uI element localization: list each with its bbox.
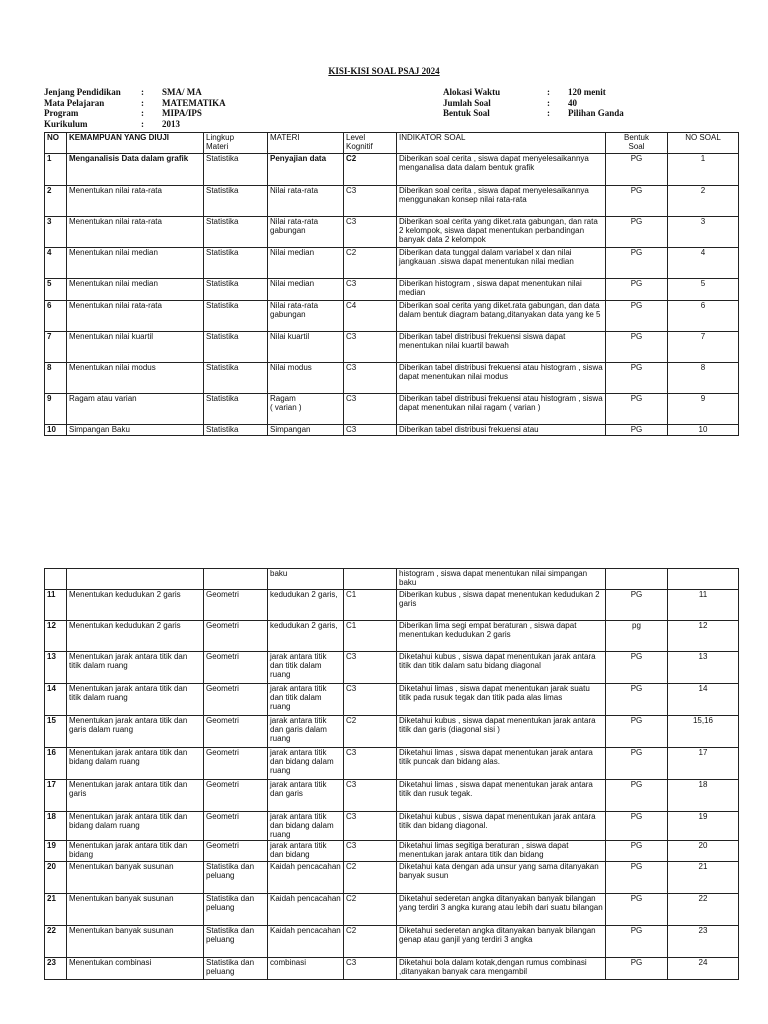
meta-label: Mata Pelajaran [44,97,105,108]
row-materi: jarak antara titik dan garis [268,780,344,812]
row-level: C3 [344,840,397,861]
row-indikator: Diketahui sederetan angka ditanyakan banyak bilangan genap atau ganjil yang terdiri 3 angka [397,925,606,957]
row-indikator: Diketahui sederetan angka ditanyakan banyak bilangan yang terdiri 3 angka kurang atau lebih dari suatu bilangan [397,893,606,925]
meta-row [443,108,624,119]
row-level: C1 [344,621,397,652]
row-no: 8 [45,363,67,394]
row-kemampuan: Menentukan nilai median [67,248,204,279]
table-row [45,748,739,780]
row-indikator: Diberikan tabel distribusi frekuensi atau histogram , siswa dapat menentukan nilai ragam ( varian ) [397,394,606,425]
row-indikator: Diketahui limas segitiga beraturan , siswa dapat menentukan jarak antara titik dan bidang [397,840,606,861]
row-indikator: Diberikan tabel distribusi frekuensi atau histogram , siswa dapat menentukan nilai modus [397,363,606,394]
row-no: 6 [45,301,67,332]
row-indikator: Diketahui limas , siswa dapat menentukan jarak suatu titik pada rusuk tegak dan titik pada alas limas [397,684,606,716]
row-lingkup: Statistika [204,332,268,363]
row-nosoal: 17 [668,748,739,780]
meta-row [443,98,624,109]
row-bentuk: PG [606,684,668,716]
row-kemampuan: Menentukan nilai kuartil [67,332,204,363]
row-lingkup: Geometri [204,780,268,812]
row-kemampuan: Menentukan nilai rata-rata [67,217,204,248]
row-no: 11 [45,590,67,621]
row-lingkup: Statistika [204,248,268,279]
row-nosoal: 7 [668,332,739,363]
row-no: 13 [45,652,67,684]
table-row [45,363,739,394]
row-nosoal: 13 [668,652,739,684]
table-row [45,652,739,684]
row-indikator: histogram , siswa dapat menentukan nilai simpangan baku [397,569,606,590]
row-materi: Nilai kuartil [268,332,344,363]
row-lingkup: Statistika [204,279,268,301]
row-lingkup: Geometri [204,716,268,748]
row-level: C3 [344,957,397,979]
meta-row [44,87,226,98]
row-kemampuan: Menentukan kedudukan 2 garis [67,621,204,652]
row-materi: Nilai median [268,248,344,279]
kisi-kisi-table-page-2 [44,568,739,980]
row-no: 15 [45,716,67,748]
row-bentuk: PG [606,332,668,363]
row-indikator: Diberikan tabel distribusi frekuensi siswa dapat menentukan nilai kuartil bawah [397,332,606,363]
row-materi: Nilai median [268,279,344,301]
row-indikator: Diketahui kubus , siswa dapat menentukan jarak antara titik dan garis (diagonal sisi ) [397,716,606,748]
meta-label: Kurikulum [44,118,88,129]
row-no: 1 [45,154,67,186]
table-row [45,780,739,812]
meta-value: 2013 [162,118,180,129]
row-level: C2 [344,154,397,186]
meta-label: Alokasi Waktu [443,87,501,97]
row-level: C3 [344,363,397,394]
table-row [45,332,739,363]
row-no: 10 [45,425,67,436]
row-indikator: Diketahui kubus , siswa dapat menentukan jarak antara titik dan bidang diagonal. [397,812,606,841]
row-nosoal: 19 [668,812,739,841]
row-kemampuan: Menentukan jarak antara titik dan bidang [67,840,204,861]
row-lingkup: Statistika [204,363,268,394]
row-kemampuan: Menentukan nilai rata-rata [67,186,204,217]
row-lingkup: Statistika dan peluang [204,925,268,957]
row-indikator: Diketahui limas , siswa dapat menentukan jarak antara titik puncak dan bidang alas. [397,748,606,780]
table-row [45,925,739,957]
row-indikator: Diketahui kubus , siswa dapat menentukan jarak antara titik dan titik dalam satu bidang diagonal [397,652,606,684]
row-kemampuan: Menentukan combinasi [67,957,204,979]
row-no: 3 [45,217,67,248]
row-lingkup: Geometri [204,621,268,652]
row-bentuk: pg [606,621,668,652]
row-materi: Simpangan [268,425,344,436]
row-no: 9 [45,394,67,425]
row-kemampuan: Menentukan nilai median [67,279,204,301]
table-row [45,893,739,925]
meta-separator: : [547,97,550,108]
row-indikator: Diketahui bola dalam kotak,dengan rumus combinasi ,ditanyakan banyak cara mengambil [397,957,606,979]
row-materi: Ragam ( varian ) [268,394,344,425]
meta-separator: : [141,108,144,119]
row-no: 22 [45,925,67,957]
row-materi: Penyajian data [268,154,344,186]
row-level: C1 [344,590,397,621]
row-materi: combinasi [268,957,344,979]
row-lingkup: Statistika [204,186,268,217]
meta-row [44,119,226,130]
row-level: C2 [344,925,397,957]
row-kemampuan: Simpangan Baku [67,425,204,436]
meta-value: MIPA/IPS [162,108,202,119]
row-level: C4 [344,301,397,332]
row-kemampuan: Menentukan jarak antara titik dan bidang dalam ruang [67,812,204,841]
row-no: 20 [45,861,67,893]
row-lingkup: Statistika [204,301,268,332]
table-row [45,569,739,590]
table-row [45,840,739,861]
row-materi: baku [268,569,344,590]
meta-label: Program [44,108,79,119]
table-row [45,861,739,893]
row-no: 14 [45,684,67,716]
header-level: Level Kognitif [344,133,397,154]
row-materi: kedudukan 2 garis, [268,590,344,621]
row-no: 17 [45,780,67,812]
row-bentuk: PG [606,186,668,217]
meta-left [44,87,226,129]
header-lingkup: Lingkup Materi [204,133,268,154]
row-no: 16 [45,748,67,780]
row-level: C3 [344,332,397,363]
row-indikator: Diberikan data tunggal dalam variabel x dan nilai jangkauan .siswa dapat menentukan nilai median [397,248,606,279]
row-lingkup: Statistika [204,154,268,186]
row-bentuk: PG [606,425,668,436]
row-no: 5 [45,279,67,301]
row-indikator: Diberikan tabel distribusi frekuensi atau [397,425,606,436]
row-nosoal: 12 [668,621,739,652]
row-no: 2 [45,186,67,217]
row-nosoal: 2 [668,186,739,217]
meta-label: Bentuk Soal [443,108,490,119]
row-bentuk: PG [606,394,668,425]
meta-value: SMA/ MA [162,87,202,97]
table-row [45,394,739,425]
table-row [45,716,739,748]
row-lingkup: Geometri [204,590,268,621]
row-no: 21 [45,893,67,925]
header-materi: MATERI [268,133,344,154]
row-level: C3 [344,652,397,684]
meta-value: 40 [568,97,577,108]
row-nosoal: 23 [668,925,739,957]
row-indikator: Diberikan soal cerita yang diket.rata gabungan, dan rata 2 kelompok, siswa dapat menentukan perbandingan banyak data 2 kelompok [397,217,606,248]
row-level: C3 [344,780,397,812]
row-kemampuan: Menganalisis Data dalam grafik [67,154,204,186]
row-bentuk: PG [606,652,668,684]
table-row [45,217,739,248]
row-nosoal: 20 [668,840,739,861]
row-nosoal: 11 [668,590,739,621]
row-materi: Nilai rata-rata [268,186,344,217]
row-no: 4 [45,248,67,279]
kisi-kisi-table-page-1 [44,132,739,436]
row-indikator: Diberikan kubus , siswa dapat menentukan kedudukan 2 garis [397,590,606,621]
row-indikator: Diberikan soal cerita yang diket.rata gabungan, dan data dalam bentuk diagram batang,ditanyakan data yang ke 5 [397,301,606,332]
row-materi: Nilai rata-rata gabungan [268,217,344,248]
row-bentuk: PG [606,301,668,332]
row-level: C3 [344,425,397,436]
meta-right [443,87,624,119]
header-bentuk: Bentuk Soal [606,133,668,154]
row-kemampuan: Menentukan jarak antara titik dan garis dalam ruang [67,716,204,748]
row-lingkup: Statistika [204,217,268,248]
row-no: 19 [45,840,67,861]
row-level: C3 [344,748,397,780]
row-indikator: Diberikan lima segi empat beraturan , siswa dapat menentukan kedudukan 2 garis [397,621,606,652]
row-level: C2 [344,248,397,279]
row-level: C2 [344,893,397,925]
row-materi: Nilai rata-rata gabungan [268,301,344,332]
row-bentuk: PG [606,248,668,279]
row-materi: Kaidah pencacahan [268,861,344,893]
row-indikator: Diberikan soal cerita , siswa dapat menyelesaikannya menggunakan konsep nilai rata-rata [397,186,606,217]
table-row [45,154,739,186]
table-row [45,425,739,436]
row-level: C2 [344,716,397,748]
row-lingkup [204,569,268,590]
row-lingkup: Statistika dan peluang [204,957,268,979]
row-bentuk: PG [606,363,668,394]
row-indikator: Diketahui limas , siswa dapat menentukan jarak antara titik dan rusuk tegak. [397,780,606,812]
row-lingkup: Geometri [204,812,268,841]
row-no: 23 [45,957,67,979]
meta-separator: : [547,87,550,97]
row-bentuk: PG [606,590,668,621]
header-nosoal: NO SOAL [668,133,739,154]
row-kemampuan: Menentukan banyak susunan [67,893,204,925]
row-nosoal: 22 [668,893,739,925]
row-level: C3 [344,394,397,425]
row-materi: jarak antara titik dan titik dalam ruang [268,652,344,684]
row-nosoal: 21 [668,861,739,893]
row-lingkup: Geometri [204,684,268,716]
meta-row [443,87,624,98]
row-level: C3 [344,812,397,841]
meta-label: Jenjang Pendidikan [44,87,121,97]
row-materi: jarak antara titik dan garis dalam ruang [268,716,344,748]
row-no: 12 [45,621,67,652]
row-kemampuan [67,569,204,590]
row-indikator: Diberikan histogram , siswa dapat menentukan nilai median [397,279,606,301]
row-bentuk: PG [606,840,668,861]
row-nosoal: 10 [668,425,739,436]
meta-value: 120 menit [568,87,606,97]
row-kemampuan: Ragam atau varian [67,394,204,425]
row-level: C3 [344,684,397,716]
row-materi: jarak antara titik dan bidang [268,840,344,861]
row-nosoal: 9 [668,394,739,425]
header-no: NO [45,133,67,154]
row-bentuk: PG [606,780,668,812]
row-level: C3 [344,217,397,248]
meta-label: Jumlah Soal [443,97,491,108]
row-kemampuan: Menentukan nilai modus [67,363,204,394]
row-nosoal: 3 [668,217,739,248]
row-nosoal: 8 [668,363,739,394]
row-no [45,569,67,590]
row-bentuk: PG [606,716,668,748]
row-bentuk: PG [606,217,668,248]
row-bentuk: PG [606,279,668,301]
row-nosoal: 1 [668,154,739,186]
meta-value: Pilihan Ganda [568,108,624,119]
row-bentuk: PG [606,748,668,780]
row-materi: jarak antara titik dan titik dalam ruang [268,684,344,716]
row-nosoal: 4 [668,248,739,279]
row-lingkup: Statistika [204,425,268,436]
table-row [45,186,739,217]
row-nosoal: 5 [668,279,739,301]
row-indikator: Diberikan soal cerita , siswa dapat menyelesaikannya menganalisa data dalam bentuk grafik [397,154,606,186]
row-kemampuan: Menentukan banyak susunan [67,861,204,893]
row-materi: Nilai modus [268,363,344,394]
document-title: KISI-KISI SOAL PSAJ 2024 [328,66,440,76]
table-row [45,590,739,621]
row-materi: Kaidah pencacahan [268,893,344,925]
table-row [45,621,739,652]
row-bentuk: PG [606,861,668,893]
row-materi: jarak antara titik dan bidang dalam ruang [268,812,344,841]
row-bentuk: PG [606,893,668,925]
row-no: 7 [45,332,67,363]
row-materi: jarak antara titik dan bidang dalam ruang [268,748,344,780]
table-header-row [45,133,739,154]
row-kemampuan: Menentukan banyak susunan [67,925,204,957]
row-lingkup: Statistika dan peluang [204,893,268,925]
row-level: C2 [344,861,397,893]
row-nosoal: 15,16 [668,716,739,748]
row-nosoal [668,569,739,590]
row-lingkup: Geometri [204,840,268,861]
row-kemampuan: Menentukan jarak antara titik dan titik dalam ruang [67,652,204,684]
row-materi: Kaidah pencacahan [268,925,344,957]
meta-row [44,98,226,109]
row-nosoal: 6 [668,301,739,332]
row-bentuk: PG [606,812,668,841]
meta-value: MATEMATIKA [162,97,226,108]
row-lingkup: Statistika [204,394,268,425]
meta-separator: : [141,87,144,97]
row-level: C3 [344,186,397,217]
table-row [45,957,739,979]
row-indikator: Diketahui kata dengan ada unsur yang sama ditanyakan banyak susun [397,861,606,893]
row-kemampuan: Menentukan jarak antara titik dan bidang dalam ruang [67,748,204,780]
row-kemampuan: Menentukan nilai rata-rata [67,301,204,332]
table-row [45,684,739,716]
row-kemampuan: Menentukan jarak antara titik dan garis [67,780,204,812]
table-row [45,301,739,332]
table-row [45,279,739,301]
table-row [45,248,739,279]
row-kemampuan: Menentukan kedudukan 2 garis [67,590,204,621]
row-lingkup: Statistika dan peluang [204,861,268,893]
row-no: 18 [45,812,67,841]
row-nosoal: 18 [668,780,739,812]
meta-separator: : [141,118,144,129]
meta-row [44,108,226,119]
row-materi: kedudukan 2 garis, [268,621,344,652]
row-nosoal: 14 [668,684,739,716]
header-indikator: INDIKATOR SOAL [397,133,606,154]
row-lingkup: Geometri [204,652,268,684]
row-lingkup: Geometri [204,748,268,780]
row-level [344,569,397,590]
meta-separator: : [141,97,144,108]
row-kemampuan: Menentukan jarak antara titik dan titik dalam ruang [67,684,204,716]
row-nosoal: 24 [668,957,739,979]
table-row [45,812,739,841]
row-level: C3 [344,279,397,301]
row-bentuk: PG [606,925,668,957]
row-bentuk [606,569,668,590]
header-kemampuan: KEMAMPUAN YANG DIUJI [67,133,204,154]
row-bentuk: PG [606,154,668,186]
row-bentuk: PG [606,957,668,979]
meta-separator: : [547,108,550,119]
